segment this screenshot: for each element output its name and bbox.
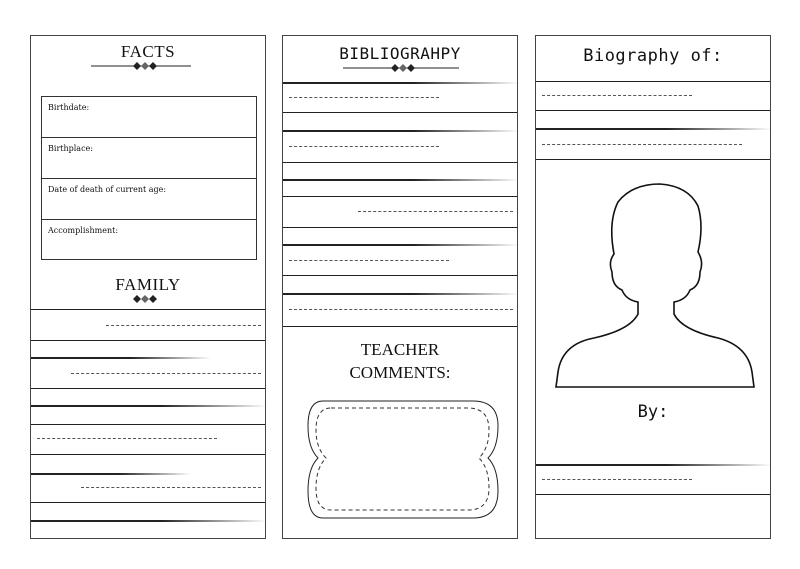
- bib-dash-line: [289, 97, 439, 98]
- title-dash-line: [542, 144, 742, 145]
- family-line: [31, 520, 266, 522]
- family-line: [31, 454, 266, 455]
- death-age-field[interactable]: [42, 179, 256, 220]
- bib-line: [283, 162, 518, 163]
- diamond-ornament-icon: [111, 293, 181, 305]
- biography-title: Biography of:: [583, 46, 723, 66]
- bib-line: [283, 227, 518, 228]
- facts-title: FACTS: [120, 42, 176, 61]
- bib-dash-line: [289, 309, 513, 310]
- family-line: [31, 357, 211, 359]
- bib-line: [283, 82, 518, 84]
- accomplishment-label: Accomplishment:: [48, 226, 119, 235]
- bibliography-panel: [282, 35, 518, 539]
- bib-line: [283, 112, 518, 113]
- family-line: [31, 502, 266, 503]
- bibliography-title: BIBLIOGRAHPY: [339, 44, 461, 63]
- family-title: FAMILY: [115, 275, 181, 294]
- diamond-ornament-icon: [91, 60, 191, 72]
- death-age-label: Date of death of current age:: [48, 185, 167, 194]
- facts-panel: [30, 35, 266, 539]
- birthdate-field[interactable]: [42, 97, 256, 138]
- family-dash-line: [71, 373, 261, 374]
- family-line: [31, 340, 266, 341]
- author-line: [536, 494, 771, 495]
- bib-line: [283, 179, 518, 181]
- title-dash-line: [542, 95, 692, 96]
- title-line: [536, 159, 771, 160]
- teacher-comments-heading: [283, 338, 517, 384]
- birthdate-label: Birthdate:: [48, 103, 90, 112]
- family-line: [31, 405, 266, 407]
- bib-line: [283, 196, 518, 197]
- author-dash-line: [542, 479, 692, 480]
- family-line: [31, 473, 191, 475]
- by-label: By:: [637, 402, 669, 422]
- bib-line: [283, 326, 518, 327]
- facts-box: [41, 96, 257, 260]
- family-dash-line: [81, 487, 261, 488]
- biography-panel: [535, 35, 771, 539]
- bib-dash-line: [289, 146, 439, 147]
- teacher-label: TEACHER: [360, 340, 440, 359]
- bib-line: [283, 293, 518, 295]
- comments-label: COMMENTS:: [349, 363, 451, 382]
- family-dash-line: [106, 325, 261, 326]
- diamond-ornament-icon: [343, 62, 459, 74]
- author-line: [536, 464, 771, 466]
- title-line: [536, 110, 771, 111]
- family-dash-line: [37, 438, 217, 439]
- accomplishment-field[interactable]: [42, 220, 256, 261]
- family-line: [31, 388, 266, 389]
- birthplace-field[interactable]: [42, 138, 256, 179]
- family-line: [31, 309, 266, 310]
- person-silhouette-icon: [552, 182, 758, 392]
- birthplace-label: Birthplace:: [48, 144, 93, 153]
- bib-line: [283, 244, 518, 246]
- bib-dash-line: [358, 211, 513, 212]
- bib-line: [283, 275, 518, 276]
- comment-frame-icon[interactable]: [303, 396, 503, 526]
- family-line: [31, 424, 266, 425]
- title-line: [536, 128, 771, 130]
- bib-line: [283, 130, 518, 132]
- title-line: [536, 81, 771, 82]
- bib-dash-line: [289, 260, 449, 261]
